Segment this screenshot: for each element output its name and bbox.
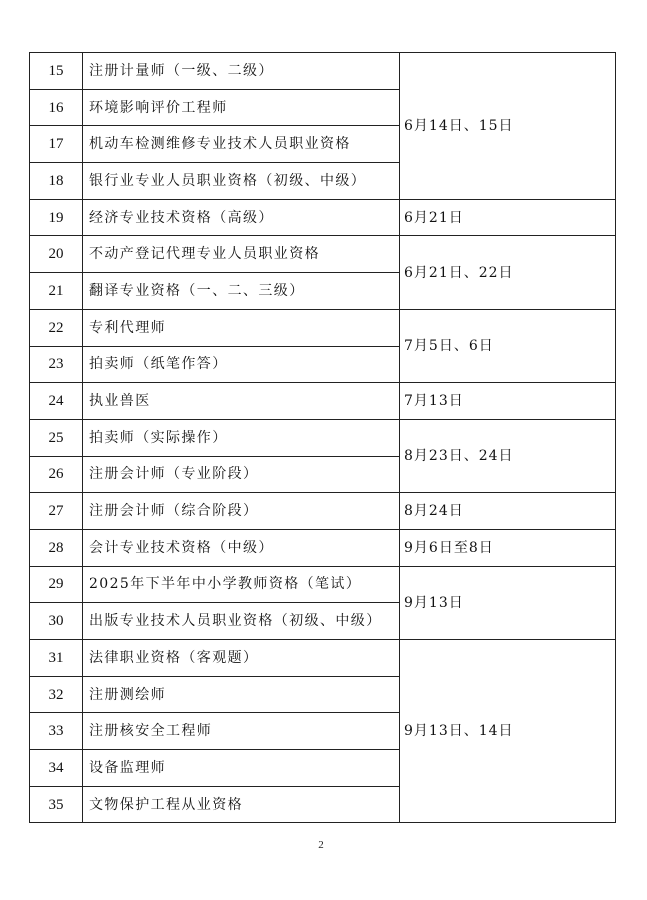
exam-name: 注册会计师（综合阶段） xyxy=(83,493,400,530)
exam-number: 33 xyxy=(30,713,83,750)
table-row xyxy=(30,566,616,603)
exam-name: 经济专业技术资格（高级） xyxy=(83,199,400,236)
exam-number: 21 xyxy=(30,273,83,310)
exam-number: 26 xyxy=(30,456,83,493)
exam-number: 29 xyxy=(30,566,83,603)
exam-number: 24 xyxy=(30,383,83,420)
exam-date: 9月13日 xyxy=(400,566,616,639)
exam-number: 15 xyxy=(30,53,83,90)
exam-name: 银行业专业人员职业资格（初级、中级） xyxy=(83,163,400,200)
table-row xyxy=(30,383,616,420)
exam-date: 6月21日、22日 xyxy=(400,236,616,309)
table-row xyxy=(30,53,616,90)
exam-date: 8月23日、24日 xyxy=(400,419,616,492)
exam-name: 不动产登记代理专业人员职业资格 xyxy=(83,236,400,273)
exam-name: 注册测绘师 xyxy=(83,676,400,713)
exam-number: 34 xyxy=(30,750,83,787)
exam-name: 拍卖师（纸笔作答） xyxy=(83,346,400,383)
exam-number: 23 xyxy=(30,346,83,383)
exam-name: 2025年下半年中小学教师资格（笔试） xyxy=(83,566,400,603)
exam-name: 注册会计师（专业阶段） xyxy=(83,456,400,493)
table-row xyxy=(30,199,616,236)
exam-number: 28 xyxy=(30,529,83,566)
exam-date: 6月21日 xyxy=(400,199,616,236)
exam-name: 法律职业资格（客观题） xyxy=(83,640,400,677)
exam-number: 25 xyxy=(30,419,83,456)
exam-number: 27 xyxy=(30,493,83,530)
table-row xyxy=(30,493,616,530)
exam-name: 环境影响评价工程师 xyxy=(83,89,400,126)
page-number: 2 xyxy=(318,839,324,851)
table-row xyxy=(30,529,616,566)
exam-number: 32 xyxy=(30,676,83,713)
exam-name: 注册计量师（一级、二级） xyxy=(83,53,400,90)
table-row xyxy=(30,640,616,677)
exam-date: 9月13日、14日 xyxy=(400,640,616,823)
exam-number: 16 xyxy=(30,89,83,126)
exam-date: 7月5日、6日 xyxy=(400,309,616,382)
exam-date: 8月24日 xyxy=(400,493,616,530)
exam-name: 会计专业技术资格（中级） xyxy=(83,529,400,566)
exam-schedule-table xyxy=(29,52,616,823)
exam-number: 35 xyxy=(30,786,83,823)
exam-name: 翻译专业资格（一、二、三级） xyxy=(83,273,400,310)
exam-number: 18 xyxy=(30,163,83,200)
exam-date: 7月13日 xyxy=(400,383,616,420)
exam-name: 设备监理师 xyxy=(83,750,400,787)
exam-number: 19 xyxy=(30,199,83,236)
table-row xyxy=(30,419,616,456)
exam-name: 拍卖师（实际操作） xyxy=(83,419,400,456)
exam-date: 6月14日、15日 xyxy=(400,53,616,200)
exam-date: 9月6日至8日 xyxy=(400,529,616,566)
table-row xyxy=(30,236,616,273)
exam-number: 30 xyxy=(30,603,83,640)
exam-name: 文物保护工程从业资格 xyxy=(83,786,400,823)
exam-name: 执业兽医 xyxy=(83,383,400,420)
exam-name: 出版专业技术人员职业资格（初级、中级） xyxy=(83,603,400,640)
exam-name: 专利代理师 xyxy=(83,309,400,346)
exam-number: 20 xyxy=(30,236,83,273)
exam-name: 机动车检测维修专业技术人员职业资格 xyxy=(83,126,400,163)
exam-name: 注册核安全工程师 xyxy=(83,713,400,750)
exam-number: 22 xyxy=(30,309,83,346)
exam-number: 17 xyxy=(30,126,83,163)
exam-number: 31 xyxy=(30,640,83,677)
table-row xyxy=(30,309,616,346)
